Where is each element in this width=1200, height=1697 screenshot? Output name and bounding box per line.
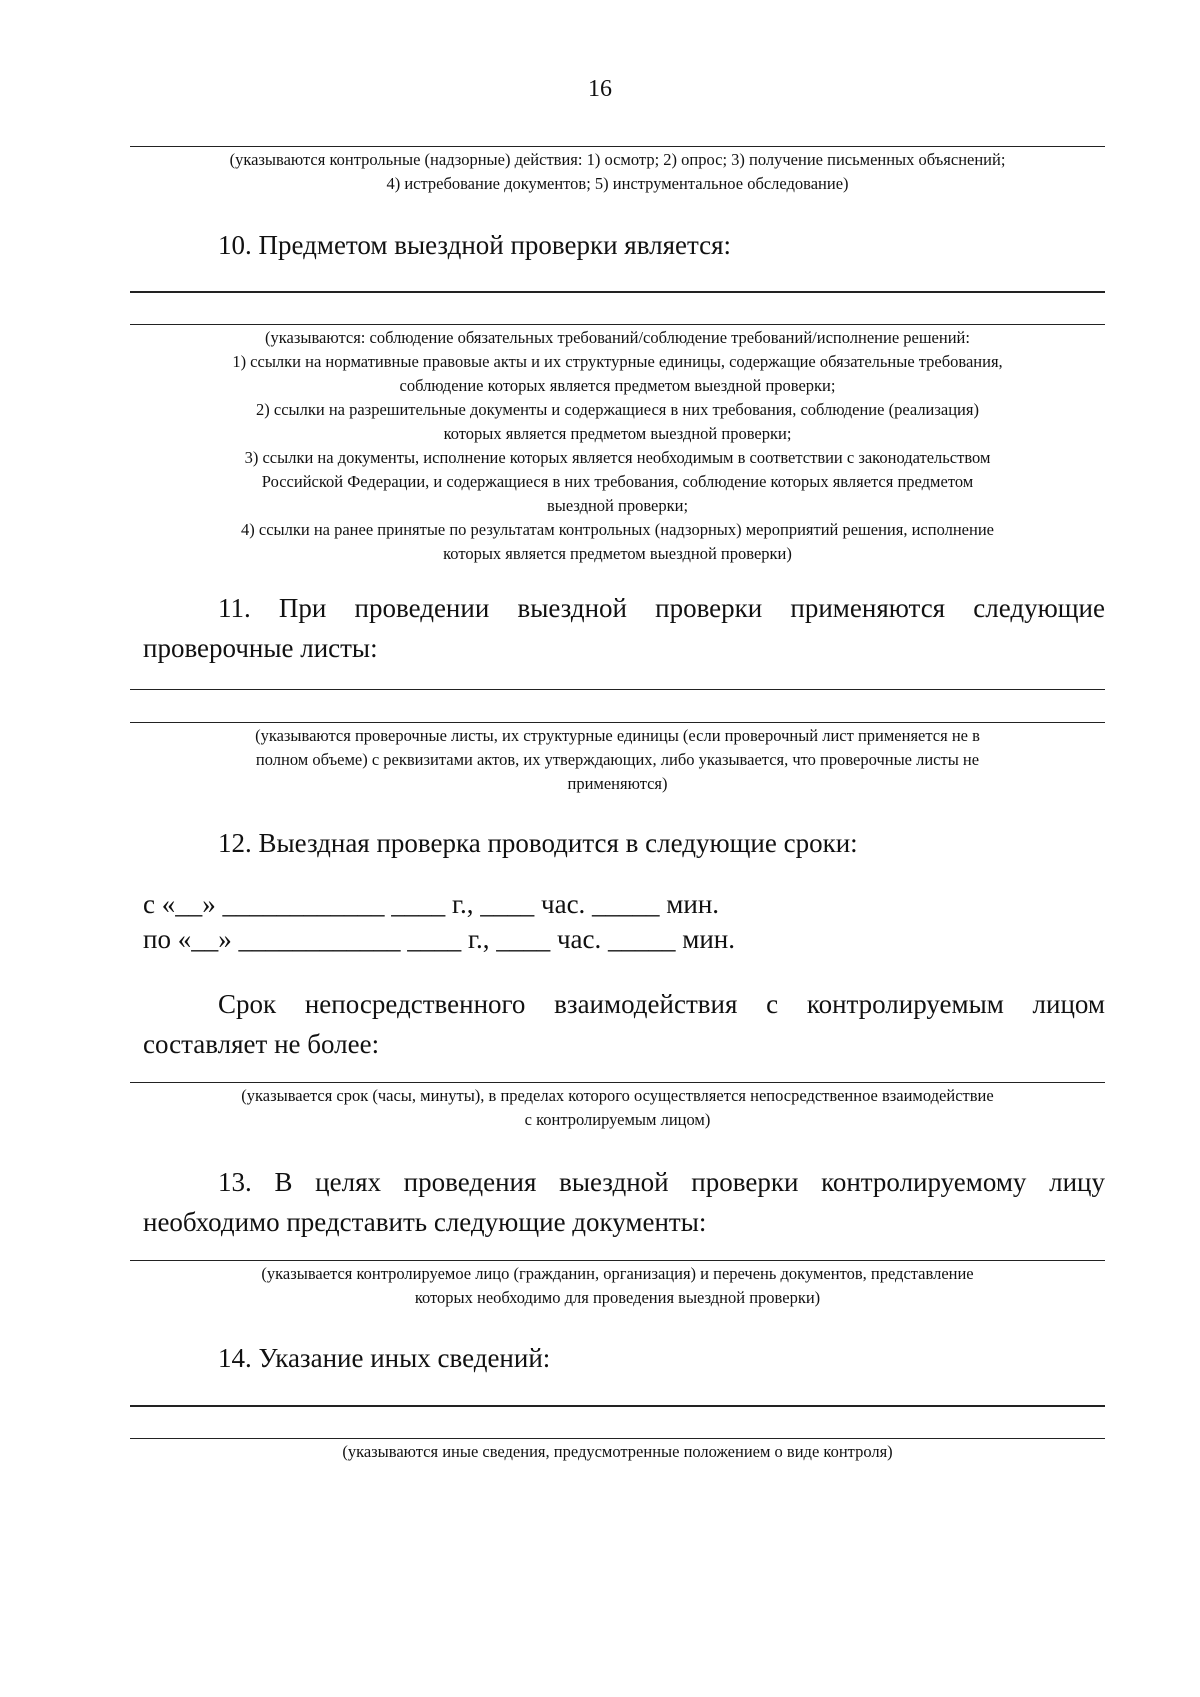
section-11-note [130,724,1105,796]
text-line: Срок непосредственного взаимодействия с контролируемым лицом [218,989,1105,1019]
note-line: (указываются контрольные (надзорные) действия: 1) осмотр; 2) опрос; 3) получение письменных объяснений; [229,150,1006,169]
date-to-line: по «__» ____________ ____ г., ____ час. _____ мин. [143,924,736,954]
fill-line [130,722,1105,723]
note-line: соблюдение которых является предметом выездной проверки; [399,376,836,395]
fill-line [130,689,1105,690]
note-line: (указывается срок (часы, минуты), в пределах которого осуществляется непосредственное взаимодействие [241,1086,994,1105]
section-12-note [130,1084,1105,1132]
fill-line [130,1438,1105,1439]
note-line: 3) ссылки на документы, исполнение которых является необходимым в соответствии с законодательством [244,448,991,467]
heading-line: проверочные листы: [143,633,378,663]
page-number: 16 [588,76,612,102]
fill-line [130,291,1105,293]
note-line: (указываются проверочные листы, их структурные единицы (если проверочный лист применяется не в [255,726,980,745]
heading-line: необходимо представить следующие документы: [143,1207,707,1237]
note-line: (указывается контролируемое лицо (гражданин, организация) и перечень документов, представление [261,1264,974,1283]
note-line: которых необходимо для проведения выездной проверки) [414,1288,821,1307]
fill-line [130,1405,1105,1407]
note-line: полном объеме) с реквизитами актов, их утверждающих, либо указывается, что проверочные листы не [255,750,980,769]
note-line: 4) истребование документов; 5) инструментальное обследование) [386,174,849,193]
date-range [143,887,735,957]
note-line: выездной проверки; [546,496,689,515]
section-12-heading: 12. Выездная проверка проводится в следующие сроки: [218,828,858,858]
note-line: Российской Федерации, и содержащиеся в них требования, соблюдение которых является предметом [261,472,974,491]
fill-line [130,1260,1105,1261]
section-14-note [130,1440,1105,1464]
section-13-note [130,1262,1105,1310]
fill-line [130,324,1105,325]
interaction-term-text [143,984,1105,1064]
note-line: 1) ссылки на нормативные правовые акты и их структурные единицы, содержащие обязательные требования, [232,352,1003,371]
fill-line [130,146,1105,147]
note-line: 4) ссылки на ранее принятые по результатам контрольных (надзорных) мероприятий решения, исполнение [241,520,994,539]
note-line: которых является предметом выездной проверки) [443,544,792,563]
heading-line: 11. При проведении выездной проверки применяются следующие [218,593,1105,623]
note-line: (указываются: соблюдение обязательных требований/соблюдение требований/исполнение решений: [265,328,970,347]
fill-line [130,1082,1105,1083]
date-from-line: с «__» ____________ ____ г., ____ час. _____ мин. [143,889,720,919]
note-line: 2) ссылки на разрешительные документы и содержащиеся в них требования, соблюдение (реализация) [256,400,979,419]
heading-line: 13. В целях проведения выездной проверки контролируемому лицу [218,1167,1105,1197]
text-line: составляет не более: [143,1029,380,1059]
section-11-heading [143,588,1105,668]
section-10-heading: 10. Предметом выездной проверки является: [218,230,732,260]
note-line: применяются) [567,774,668,793]
section-13-heading [143,1162,1105,1242]
note-line: с контролируемым лицом) [524,1110,711,1129]
section-10-note [130,326,1105,566]
note-line: (указываются иные сведения, предусмотренные положением о виде контроля) [342,1442,893,1461]
note-line: которых является предметом выездной проверки; [443,424,792,443]
section-9-note [130,148,1105,196]
section-14-heading: 14. Указание иных сведений: [218,1343,551,1373]
